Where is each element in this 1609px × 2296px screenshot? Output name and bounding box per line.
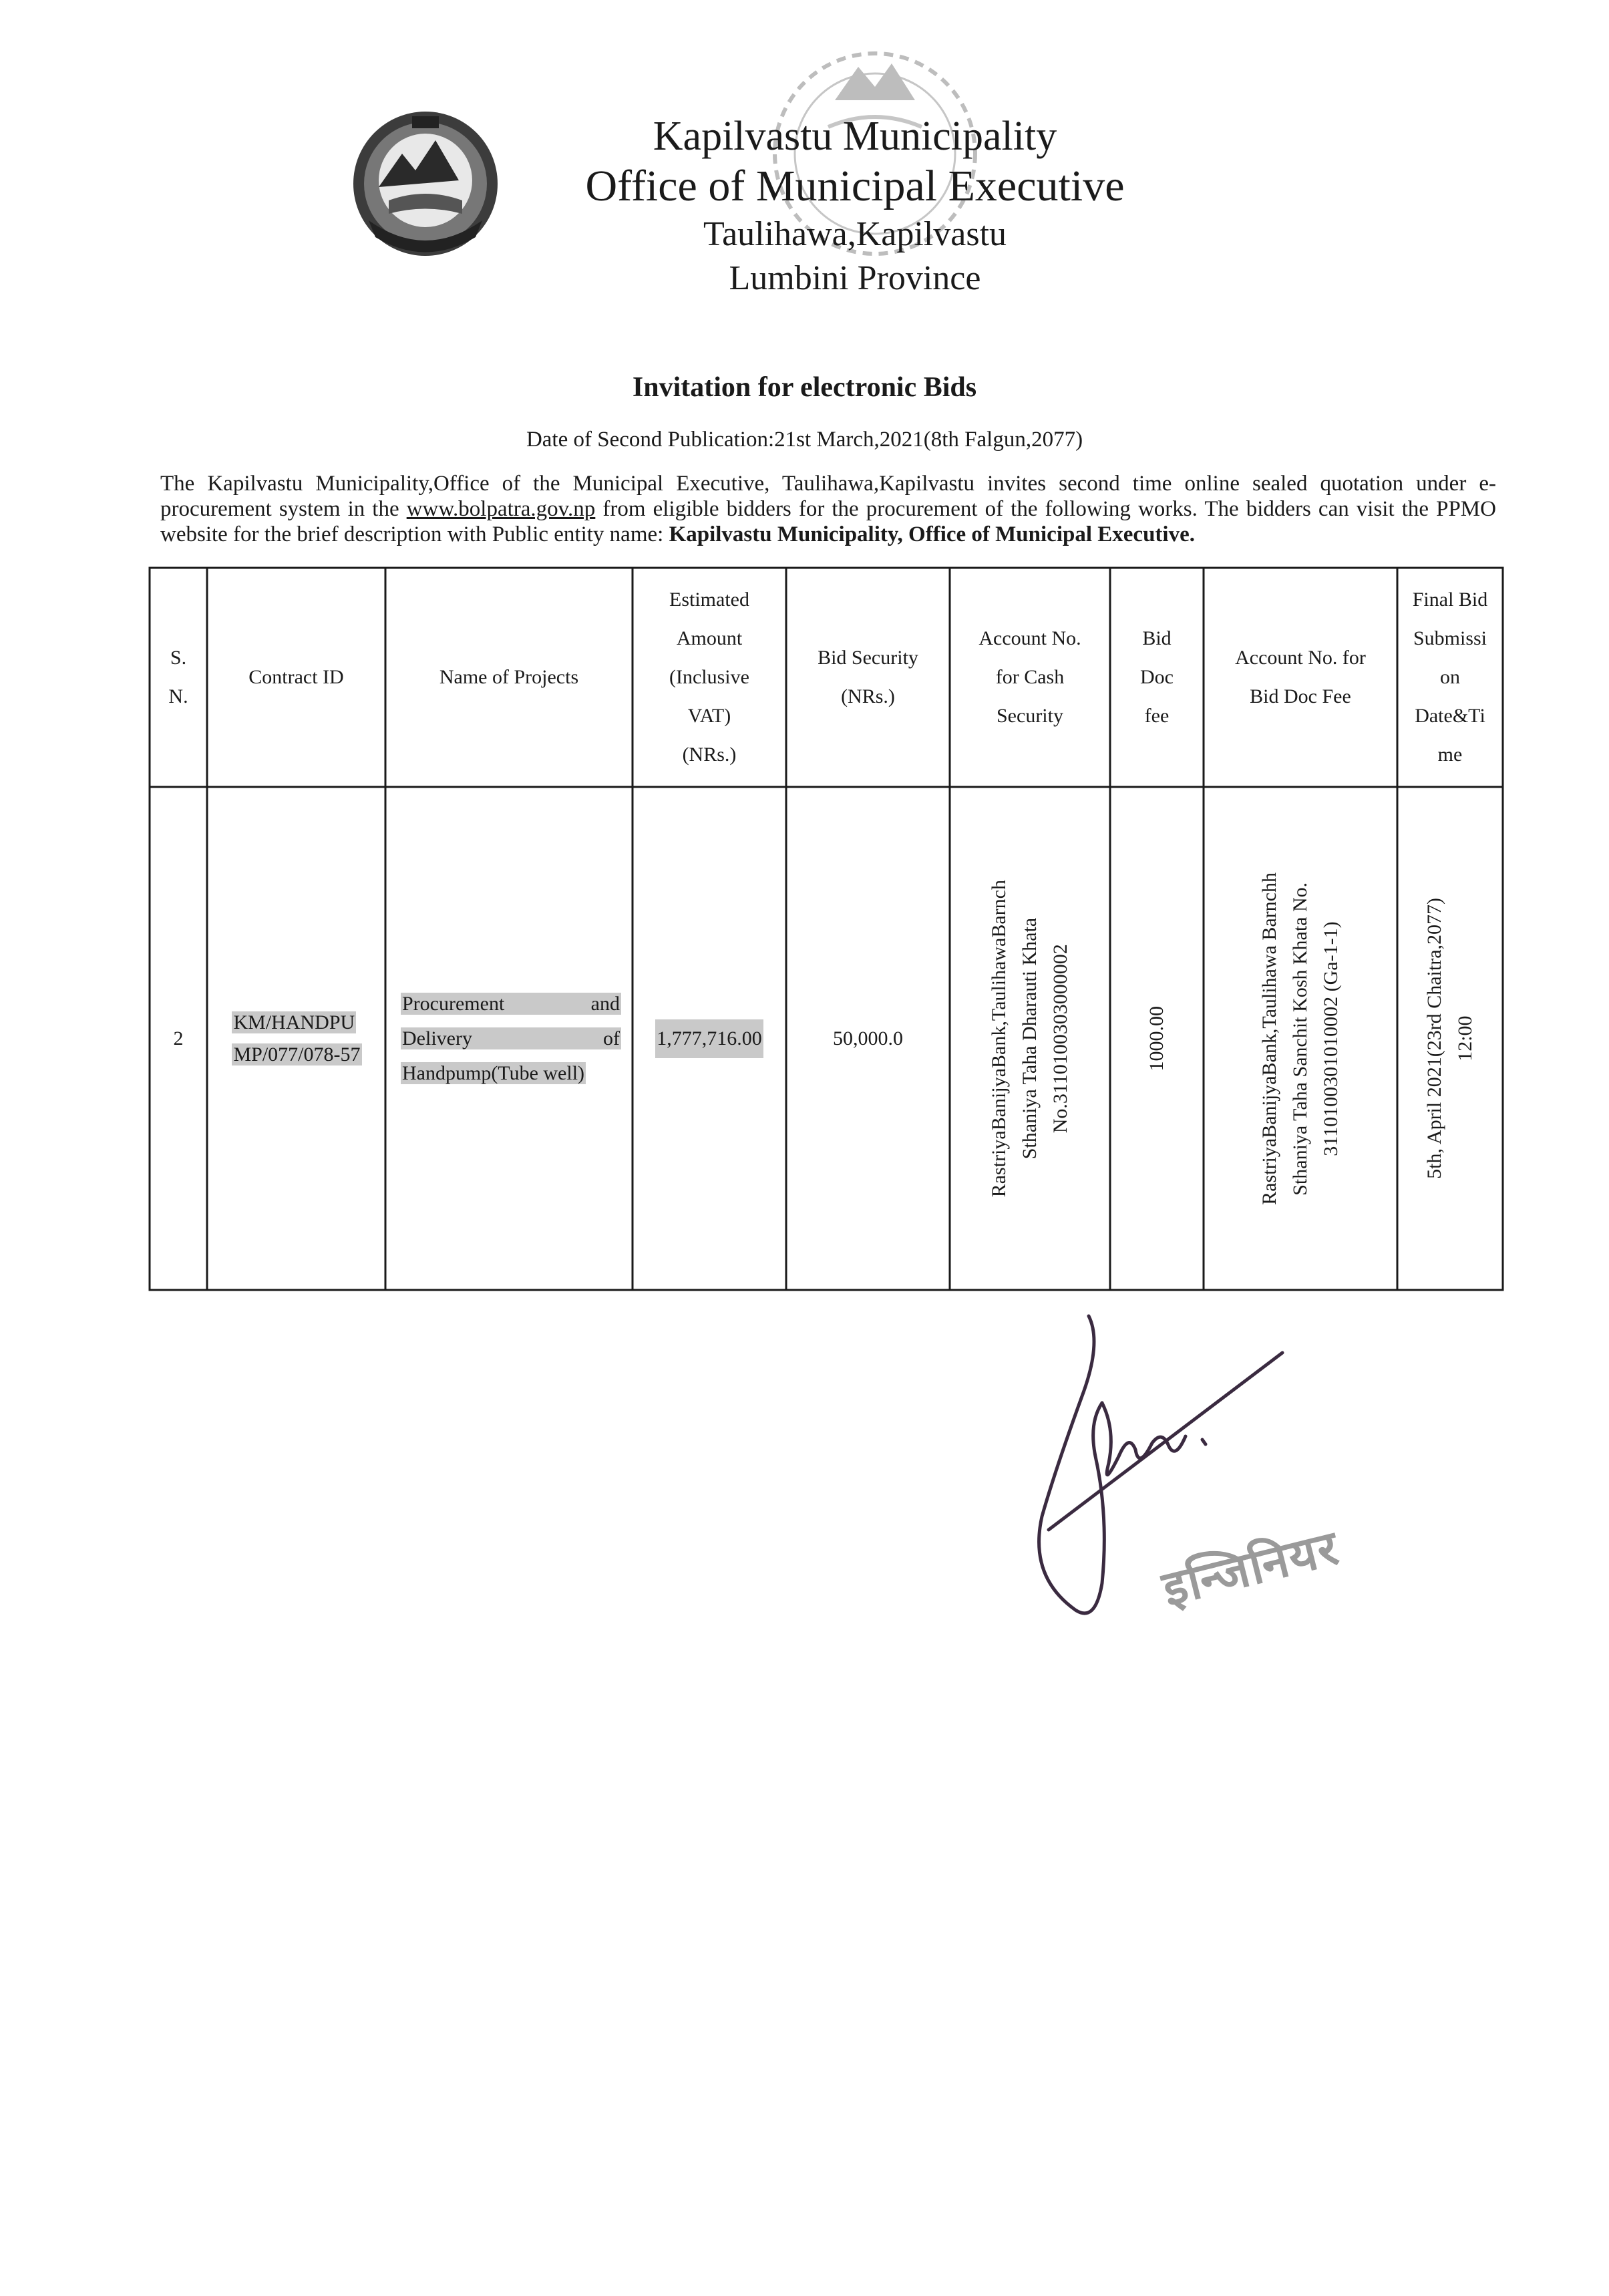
public-entity-name: Kapilvastu Municipality, Office of Municipal Executive. <box>669 522 1195 546</box>
contract-id-line: MP/077/078-57 <box>233 1043 361 1065</box>
final-submission-time: 12:00 <box>1454 1015 1476 1061</box>
account-doc-line: RastriyaBanijyaBank,Taulihawa Barnchh <box>1258 872 1280 1205</box>
header-project-name: Name of Projects <box>439 666 579 688</box>
final-submission-date: 5th, April 2021(23rd Chaitra,2077) <box>1423 898 1445 1179</box>
header-bid-doc-fee <box>1110 568 1204 787</box>
account-doc-line: 3110100301010002 (Ga-1-1) <box>1320 921 1342 1156</box>
project-name-line: Handpump(Tube well) <box>402 1061 585 1084</box>
header-account-doc-line: Bid Doc Fee <box>1250 685 1351 707</box>
row-account-cash <box>950 787 1110 1290</box>
header-final-line: Submissi <box>1413 627 1487 649</box>
header-security-line: (NRs.) <box>841 685 895 707</box>
header-amount-line: Amount <box>676 627 743 649</box>
row-project-name <box>394 787 628 1290</box>
header-account-cash-line: for Cash <box>995 666 1065 688</box>
header-account-doc-fee <box>1204 568 1397 787</box>
bolpatra-link[interactable]: www.bolpatra.gov.np <box>406 497 596 521</box>
row-final-submission <box>1397 787 1503 1290</box>
row-contract-id <box>215 787 379 1290</box>
project-name-line: Delivery of <box>402 1027 620 1049</box>
bid-doc-fee-value: 1000.00 <box>1145 1005 1168 1072</box>
bid-table <box>148 566 1504 1291</box>
header-doc-fee-line: fee <box>1144 705 1170 727</box>
header-sn <box>150 568 207 787</box>
header-estimated-amount <box>633 568 786 787</box>
publication-date: Date of Second Publication:21st March,2021(8th Falgun,2077) <box>526 428 1083 452</box>
header-account-cash-line: Security <box>997 705 1063 727</box>
engineer-title-stamp: इन्जिनियर <box>1157 1518 1345 1617</box>
header-security-line: Bid Security <box>818 647 918 669</box>
intro-text-2: from eligible bidders for the procurement of the following works. The bidders can visit the PPMO website for the brief description with Public entity name: <box>160 497 1496 546</box>
header-final-line: Final Bid <box>1412 589 1488 611</box>
office-name: Office of Municipal Executive <box>585 162 1125 210</box>
row-estimated-amount <box>633 787 786 1290</box>
intro-paragraph <box>160 471 1496 547</box>
nepal-emblem-logo <box>349 107 502 261</box>
header-amount-line: (Inclusive <box>669 666 749 688</box>
header-final-submission <box>1397 568 1503 787</box>
account-cash-line: No.3110100303000002 <box>1049 943 1071 1134</box>
intro-text-1: The Kapilvastu Municipality,Office of the Municipal Executive, Taulihawa,Kapilvastu invites second time online sealed quotation under e-procurement system in the <box>160 472 1496 521</box>
header-bid-security <box>786 568 950 787</box>
project-name-line: Procurement and <box>402 992 620 1015</box>
header-account-cash-line: Account No. <box>978 627 1081 649</box>
estimated-amount-value: 1,777,716.00 <box>655 1019 763 1058</box>
header-account-cash <box>950 568 1110 787</box>
header-doc-fee-line: Doc <box>1140 666 1174 688</box>
header-account-doc-line: Account No. for <box>1235 647 1366 669</box>
notice-title: Invitation for electronic Bids <box>632 372 977 403</box>
header-sn-line: S. <box>170 647 187 669</box>
header-final-line: me <box>1437 744 1463 766</box>
header-amount-line: VAT) <box>687 705 731 727</box>
header-sn-line: N. <box>168 685 188 707</box>
account-doc-line: Sthaniya Taha Sanchit Kosh Khata No. <box>1289 882 1311 1195</box>
row-account-doc-fee <box>1204 787 1397 1290</box>
header-final-line: on <box>1439 666 1460 688</box>
row-bid-doc-fee <box>1110 787 1204 1290</box>
row-bid-security: 50,000.0 <box>833 1027 903 1049</box>
contract-id-line: KM/HANDPU <box>233 1011 355 1033</box>
account-cash-line: Sthaniya Taha Dharauti Khata <box>1019 917 1041 1160</box>
header-contract-id: Contract ID <box>248 666 344 688</box>
header-doc-fee-line: Bid <box>1142 627 1172 649</box>
office-address: Taulihawa,Kapilvastu <box>703 215 1007 253</box>
municipality-name: Kapilvastu Municipality <box>653 114 1057 159</box>
account-cash-line: RastriyaBanijyaBank,TaulihawaBarnch <box>988 879 1010 1198</box>
header-amount-line: Estimated <box>669 589 749 611</box>
header-final-line: Date&Ti <box>1415 705 1485 727</box>
letterhead <box>521 112 1189 301</box>
province-name: Lumbini Province <box>729 259 981 297</box>
header-amount-line: (NRs.) <box>682 744 737 766</box>
row-sn: 2 <box>173 1027 184 1049</box>
